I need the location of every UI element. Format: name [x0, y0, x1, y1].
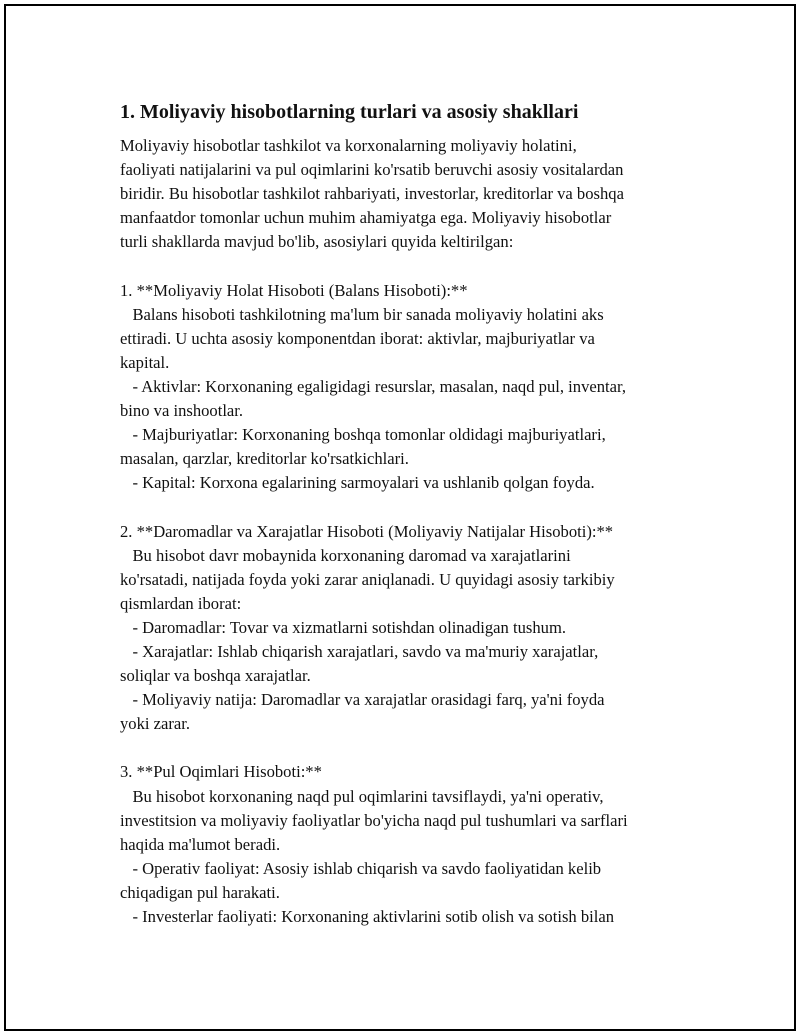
text-line: - Majburiyatlar: Korxonaning boshqa tomonlar oldidagi majburiyatlari,	[120, 425, 606, 445]
text-line: - Aktivlar: Korxonaning egaligidagi resurslar, masalan, naqd pul, inventar,	[120, 376, 627, 396]
text-line: - Kapital: Korxona egalarining sarmoyalari va ushlanib qolgan foyda.	[120, 473, 595, 493]
text-line: yoki zarar.	[120, 714, 191, 734]
blank-line	[120, 736, 720, 760]
text-line: faoliyati natijalarini va pul oqimlarini ko'rsatib beruvchi asosiy vositalardan	[120, 160, 624, 180]
text-line: - Xarajatlar: Ishlab chiqarish xarajatlari, savdo va ma'muriy xarajatlar,	[120, 641, 599, 661]
text-line: - Moliyaviy natija: Daromadlar va xarajatlar orasidagi farq, ya'ni foyda	[120, 690, 605, 710]
text-line: Bu hisobot davr mobaynida korxonaning daromad va xarajatlarini	[120, 545, 571, 565]
text-line: investitsion va moliyaviy faoliyatlar bo'yicha naqd pul tushumlari va sarflari	[120, 810, 628, 830]
text-line: - Daromadlar: Tovar va xizmatlarni sotishdan olinadigan tushum.	[120, 617, 566, 637]
text-line: 1. **Moliyaviy Holat Hisoboti (Balans Hisoboti):**	[120, 280, 468, 300]
text-line: haqida ma'lumot beradi.	[120, 834, 281, 854]
text-line: Bu hisobot korxonaning naqd pul oqimlarini tavsiflaydi, ya'ni operativ,	[120, 786, 604, 806]
text-line: ettiradi. U uchta asosiy komponentdan iborat: aktivlar, majburiyatlar va	[120, 328, 595, 348]
text-line: - Operativ faoliyat: Asosiy ishlab chiqarish va savdo faoliyatidan kelib	[120, 858, 602, 878]
document-body	[120, 98, 720, 929]
text-line: ko'rsatadi, natijada foyda yoki zarar aniqlanadi. U quyidagi asosiy tarkibiy	[120, 569, 615, 589]
text-line: Balans hisoboti tashkilotning ma'lum bir sanada moliyaviy holatini aks	[120, 304, 604, 324]
text-line: 2. **Daromadlar va Xarajatlar Hisoboti (Moliyaviy Natijalar Hisoboti):**	[120, 521, 614, 541]
text-line: qismlardan iborat:	[120, 593, 242, 613]
text-line: masalan, qarzlar, kreditorlar ko'rsatkichlari.	[120, 449, 409, 469]
text-line: kapital.	[120, 352, 170, 372]
blank-line	[120, 495, 720, 519]
text-line: soliqlar va boshqa xarajatlar.	[120, 666, 311, 686]
text-line: - Investerlar faoliyati: Korxonaning aktivlarini sotib olish va sotish bilan	[120, 907, 615, 926]
text-line: Moliyaviy hisobotlar tashkilot va korxonalarning moliyaviy holatini,	[120, 136, 577, 155]
blank-line	[120, 254, 720, 278]
text-line: biridir. Bu hisobotlar tashkilot rahbariyati, investorlar, kreditorlar va boshqa	[120, 184, 624, 204]
section-heading: 1. Moliyaviy hisobotlarning turlari va asosiy shakllari	[120, 101, 579, 123]
text-line: turli shakllarda mavjud bo'lib, asosiylari quyida keltirilgan:	[120, 232, 514, 252]
text-line: chiqadigan pul harakati.	[120, 882, 280, 902]
page-frame	[4, 4, 796, 1031]
document-text	[120, 134, 720, 929]
text-line: bino va inshootlar.	[120, 401, 244, 421]
text-line: 3. **Pul Oqimlari Hisoboti:**	[120, 762, 322, 782]
text-line: manfaatdor tomonlar uchun muhim ahamiyatga ega. Moliyaviy hisobotlar	[120, 208, 612, 228]
